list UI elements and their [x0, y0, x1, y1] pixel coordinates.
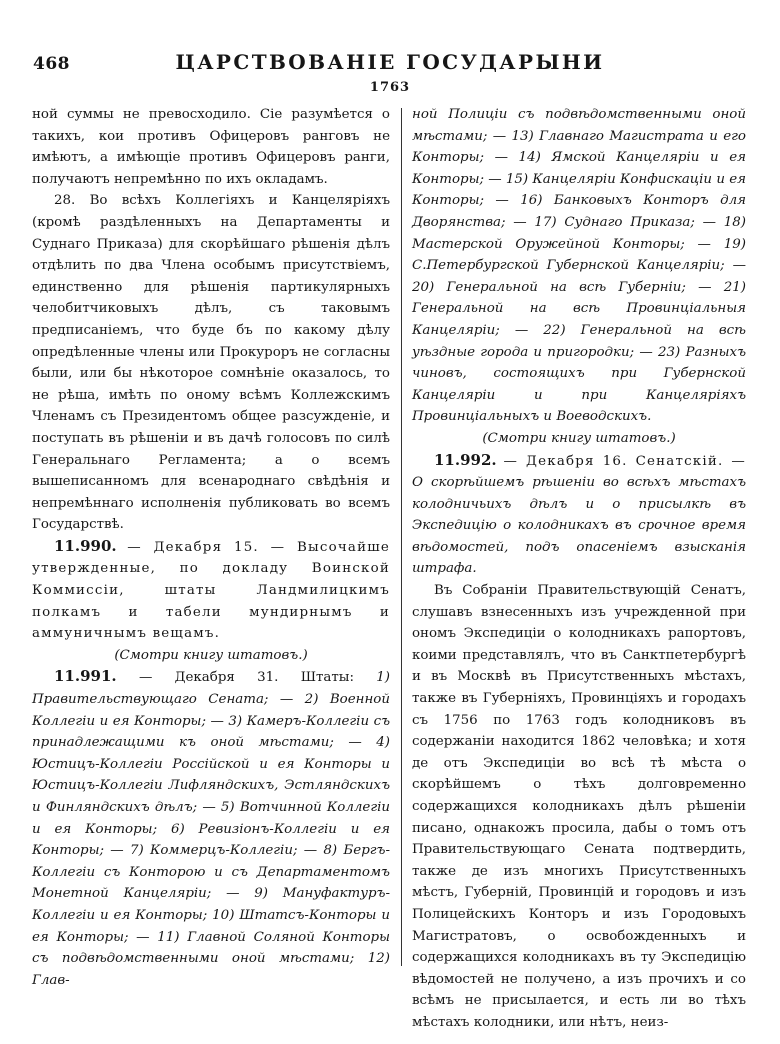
- right-column: [412, 104, 746, 1034]
- entry-reference: (Смотри книгу штатовъ.): [482, 430, 676, 446]
- entry-reference: (Смотри книгу штатовъ.): [114, 647, 308, 663]
- column-divider: [401, 108, 402, 966]
- paragraph-article-28: 28. Во всѣхъ Коллегіяхъ и Канцеляріяхъ (кромѣ раздѣленныхъ на Департаменты и Суднаго Приказа) для скорѣйшаго рѣшенія дѣлъ отдѣлить по два Члена особымъ присутствіемъ, единственно для рѣшенія партикулярныхъ челобитчиковыхъ дѣлъ, съ таковымъ предписаніемъ, что буде бъ по какому дѣлу опредѣленные члены или Прокуроръ не согласны были, или бы нѣкоторое сомнѣніе оказалось, то не рѣша, имѣть по оному всѣмъ Коллежскимъ Членамъ съ Президентомъ общее разсужденіе, и поступать въ рѣшеніи и въ дачѣ голосовъ по силѣ Генеральнаго Регламента; а о всемъ вышеписанномъ для всенароднаго свѣдѣнія и непремѣннаго исполненія публиковать во всемъ Государствѣ.: [32, 193, 390, 533]
- entry-body: Въ Собраніи Правительствующій Сенатъ, слушавъ взнесенныхъ изъ учрежденной при ономъ Экспедиціи о колодникахъ рапортовъ, коими представлялъ, что въ Санктпетербургѣ и въ Москвѣ въ Присутственныхъ мѣстахъ, также въ Губерніяхъ, Провинціяхъ и городахъ съ 1756 по 1763 годъ колодниковъ въ содержаніи находится 1862 человѣка; и хотя де отъ Экспедиціи во всѣ тѣ мѣста о скорѣйшемъ о тѣхъ долговременно содержащихся колодникахъ дѣлъ рѣшеніи писано, однакожъ просила, дабы о томъ отъ Правительствующаго Сената подтвердить, также де изъ многихъ Присутственныхъ мѣстъ, Губерній, Провинцій и городовъ и изъ Полицейскихъ Конторъ и изъ Городовыхъ Магистратовъ, о освобожденныхъ и содержащихся колодникахъ въ ту Экспедицію вѣдомостей не получено, а изъ прочихъ и со всѣмъ не присылается, и есть ли во тѣхъ мѣстахъ колодники, или нѣтъ, неиз-: [412, 583, 746, 1030]
- year-heading: 1763: [369, 80, 411, 95]
- left-column: [32, 104, 390, 991]
- page-number: 468: [33, 54, 70, 74]
- paragraph-continuation: ной суммы не превосходило. Сіе разумѣется о такихъ, кои противъ Офицеровъ ранговъ не имѣютъ, а имѣющіе противъ Офицеровъ ранги, получаютъ непремѣнно по ихъ окладамъ.: [32, 107, 390, 187]
- entry-lead: — Декабря 16. Сенатскій. —: [503, 453, 746, 469]
- entry-text: 1) Правительствующаго Сената; — 2) Военной Коллегіи и ея Конторы; — 3) Камеръ-Коллегіи съ принадлежащими къ оной мѣстами; — 4) Юстицъ-Коллегіи Россійской и ея Конторы и Юстицъ-Коллегіи Лифляндскихъ, Эстляндскихъ и Финляндскихъ дѣлъ; — 5) Вотчинной Коллегіи и ея Конторы; 6) Ревизіонъ-Коллегіи и ея Конторы; — 7) Коммерцъ-Коллегіи; — 8) Бергъ-Коллегіи съ Конторою и съ Департаментомъ Монетной Канцеляріи; — 9) Мануфактуръ-Коллегіи и ея Конторы; 10) Штатсъ-Конторы и ея Конторы; — 11) Главной Соляной Конторы съ подвѣдомственными оной мѣстами; 12) Глав-: [32, 670, 391, 988]
- entry-lead: — Декабря 31. Штаты:: [138, 670, 354, 686]
- running-head: ЦАРСТВОВАНІЕ ГОСУДАРЫНИ: [175, 50, 605, 74]
- entry-11992: [412, 450, 746, 581]
- entry-11990: [32, 536, 390, 645]
- entry-number: 11.991.: [54, 667, 117, 686]
- entry-text: — Декабря 15. — Высочайше утвержденные, по докладу Воинской Коммиссіи, штаты Ландмилицкимъ полкамъ и табели мундирнымъ и аммуничнымъ вещамъ.: [32, 539, 390, 642]
- entry-number: 11.990.: [54, 536, 117, 555]
- entry-title: О скорѣйшемъ рѣшеніи во всѣхъ мѣстахъ колодничьихъ дѣлъ и о присылкѣ въ Экспедицію о колодникахъ въ срочное время вѣдомостей, подъ опасеніемъ взысканія штрафа.: [412, 475, 746, 577]
- entry-number: 11.992.: [434, 450, 497, 469]
- entry-11991: [32, 666, 390, 991]
- entry-continuation: ной Полиціи съ подвѣдомственными оной мѣстами; — 13) Главнаго Магистрата и его Конторы; — 14) Ямской Канцеляріи и ея Конторы; — 15) Канцеляріи Конфискаціи и ея Конторы; — 16) Банковыхъ Конторъ для Дворянства; — 17) Суднаго Приказа; — 18) Мастерской Оружейной Конторы; — 19) С.Петербургской Губернской Канцеляріи; — 20) Генеральной на всѣ Губерніи; — 21) Генеральной на всѣ Провинціальныя Канцеляріи; — 22) Генеральной на всѣ уѣздные города и пригородки; — 23) Разныхъ чиновъ, состоящихъ при Губернской Канцеляріи и при Канцеляріяхъ Провинціальныхъ и Воеводскихъ.: [412, 107, 746, 425]
